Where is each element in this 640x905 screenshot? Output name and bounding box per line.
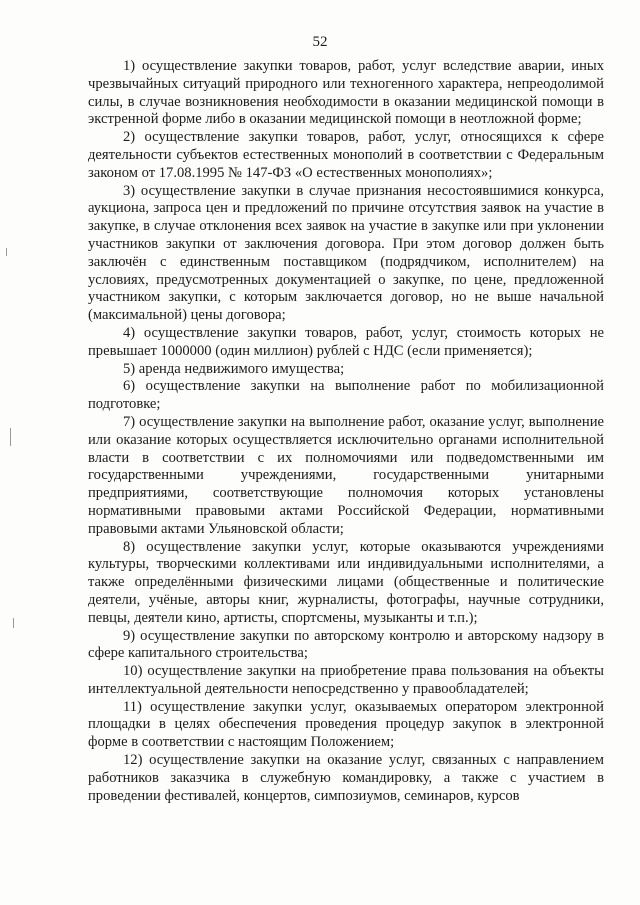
document-body [88,58,604,805]
paragraph-item-7: 7) осуществление закупки на выполнение работ, оказание услуг, выполнение или оказание которых осуществляется исключительно органами исполнительной власти в соответствии с их полномочиями или подведомственными им государственными учреждениями, государственными унитарными предприятиями, соответствующие полномочия которых установлены нормативными правовыми актами Российской Федерации, нормативными правовыми актами Ульяновской области; [88,413,604,537]
paragraph-item-10: 10) осуществление закупки на приобретение права пользования на объекты интеллектуальной деятельности непосредственно у правообладателей; [88,663,604,697]
paragraph-item-1: 1) осуществление закупки товаров, работ, услуг вследствие аварии, иных чрезвычайных ситуаций природного или техногенного характера, непреодолимой силы, в случае возникновения необходимости в оказании медицинской помощи в экстренной форме либо в оказании медицинской помощи в неотложной форме; [88,58,604,128]
paragraph-item-12: 12) осуществление закупки на оказание услуг, связанных с направлением работников заказчика в служебную командировку, а также с участием в проведении фестивалей, концертов, симпозиумов, семинаров, курсов [88,752,604,804]
paragraph-item-6: 6) осуществление закупки на выполнение работ по мобилизационной подготовке; [88,378,604,413]
paragraph-item-8: 8) осуществление закупки услуг, которые оказываются учреждениями культуры, творческими коллективами или индивидуальными исполнителями, а также определёнными физическими лицами (общественные и политические деятели, учёные, авторы книг, журналисты, фотографы, научные сотрудники, певцы, деятели кино, артисты, спортсмены, музыканты и т.п.); [88,538,604,626]
paragraph-item-3: 3) осуществление закупки в случае признания несостоявшимися конкурса, аукциона, запроса цен и предложений по причине отсутствия заявок на участие в закупке, в случае отклонения всех заявок на участие в закупке или при уклонении участников закупки от заключения договора. При этом договор должен быть заключён с единственным поставщиком (подрядчиком, исполнителем) на условиях, предусмотренных документацией о закупке, по цене, предложенной участником закупки, с которым заключается договор, но не выше начальной (максимальной) цены договора; [88,182,604,324]
paragraph-item-2: 2) осуществление закупки товаров, работ, услуг, относящихся к сфере деятельности субъектов естественных монополий в соответствии с Федеральным законом от 17.08.1995 № 147-ФЗ «О естественных монополиях»; [88,129,604,181]
page-number: 52 [312,34,328,50]
scan-mark-middle [10,428,11,446]
paragraph-item-11: 11) осуществление закупки услуг, оказываемых оператором электронной площадки в целях обеспечения проведения процедур закупок в электронной форме в соответствии с настоящим Положением; [88,698,604,751]
scan-mark-top [6,248,7,256]
paragraph-item-4: 4) осуществление закупки товаров, работ, услуг, стоимость которых не превышает 1000000 (один миллион) рублей с НДС (если применяется); [88,324,604,359]
scan-mark-lower [13,618,14,628]
paragraph-item-9: 9) осуществление закупки по авторскому контролю и авторскому надзору в сфере капитального строительства; [88,627,604,662]
paragraph-item-5: 5) аренда недвижимого имущества; [123,360,345,377]
